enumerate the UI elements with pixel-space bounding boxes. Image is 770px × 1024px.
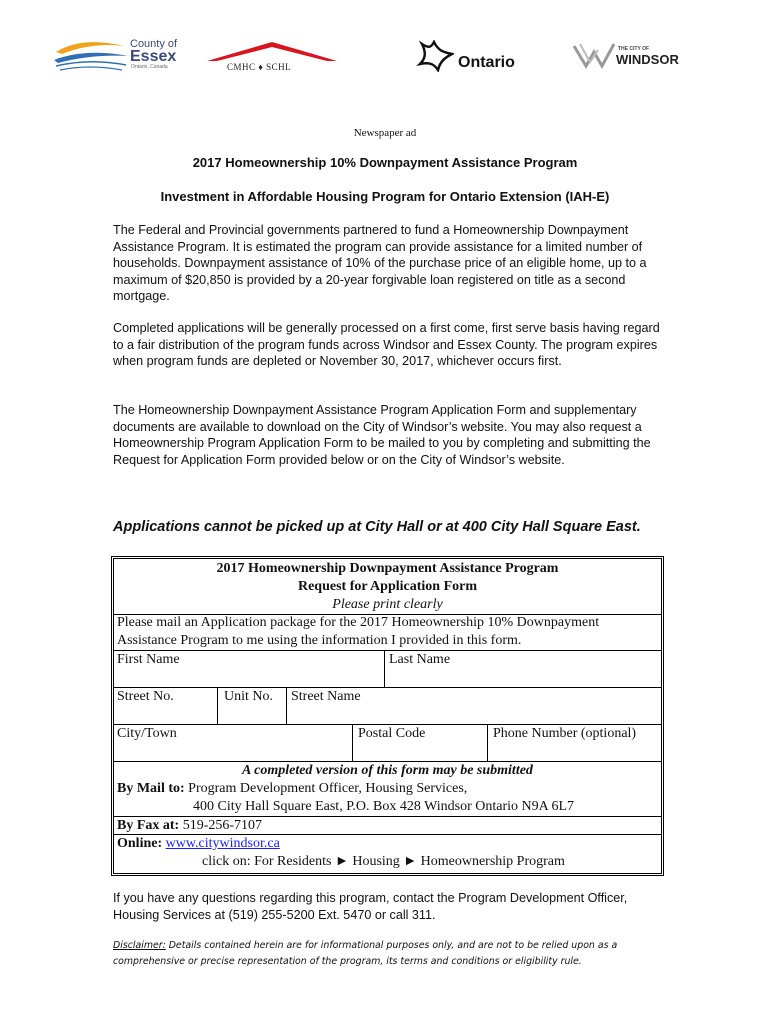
essex-line2: Essex (130, 48, 177, 65)
online-line (117, 835, 280, 852)
form-title-3: Please print clearly (332, 597, 443, 612)
divider (217, 687, 218, 724)
divider (286, 687, 287, 724)
last-name-label: Last Name (389, 652, 451, 667)
form-intro-2: Assistance Program to me using the information I provided in this form. (117, 633, 522, 648)
cmhc-roof-icon (205, 40, 339, 62)
cmhc-text: CMHC ♦ SCHL (227, 62, 292, 72)
essex-line1: County of (130, 38, 178, 50)
contact-paragraph: If you have any questions regarding this program, contact the Program Development Officer, Housing Services at (519) 255-5200 Ext. 5470 or call 311. (113, 891, 628, 922)
street-no-field[interactable] (116, 704, 214, 722)
phone-field[interactable] (491, 741, 658, 759)
street-name-field[interactable] (290, 704, 658, 722)
divider (114, 687, 661, 688)
mail-label: By Mail to: (117, 781, 185, 796)
windsor-small-text: THE CITY OF (618, 46, 650, 52)
ontario-logo (414, 40, 549, 74)
mail-line (117, 780, 467, 797)
form-title-1: 2017 Homeownership Downpayment Assistance Program (216, 561, 559, 576)
online-label: Online: (117, 836, 163, 851)
mail-address-2: 400 City Hall Square East, P.O. Box 428 Windsor Ontario N9A 6L7 (193, 799, 575, 814)
last-name-field[interactable] (388, 667, 658, 685)
form-title-2: Request for Application Form (297, 579, 477, 594)
street-name-label: Street Name (291, 689, 361, 704)
city-field[interactable] (116, 741, 349, 759)
first-name-field[interactable] (116, 667, 380, 685)
disclaimer-text: Details contained herein are for informational purposes only, and are not to be relied upon as a comprehensive or precise representation of the program, its terms and conditions or eligibility rule. (113, 940, 618, 967)
divider (352, 724, 353, 761)
essex-swoosh-icon (52, 38, 130, 74)
city-of-windsor-logo (572, 40, 712, 74)
navigation-path: click on: For Residents ► Housing ► Homeownership Program (202, 854, 565, 869)
county-of-essex-logo (52, 36, 192, 76)
newspaper-ad-label: Newspaper ad (353, 127, 417, 139)
divider (114, 650, 661, 651)
first-name-label: First Name (117, 652, 180, 667)
disclaimer-label: Disclaimer: (113, 940, 166, 951)
fax-line (117, 817, 262, 834)
unit-no-label: Unit No. (224, 689, 273, 704)
website-link[interactable]: www.citywindsor.ca (165, 836, 280, 851)
paragraph-intro: The Federal and Provincial governments partnered to fund a Homeownership Downpayment Assistance Program. It is estimated the program can provide assistance for a limited number of households. Downpayment assistance of 10% of the purchase price of an eligible home, up to a maximum of $20,850 is provided by a 20-year forgivable loan registered on title as a second mortgage. (113, 223, 647, 303)
trillium-icon (414, 40, 454, 72)
paragraph-processing: Completed applications will be generally processed on a first come, first serve basis having regard to a fair distribution of the program funds across Windsor and Essex County. The program expires when program funds are depleted or November 30, 2017, whichever occurs first. (113, 321, 660, 368)
ontario-text: Ontario (458, 54, 515, 71)
postal-code-field[interactable] (356, 741, 484, 759)
request-form (111, 556, 664, 876)
unit-no-field[interactable] (220, 704, 283, 722)
city-label: City/Town (117, 726, 177, 741)
fax-number: 519-256-7107 (182, 818, 263, 833)
submit-note: A completed version of this form may be submitted (242, 763, 533, 778)
fax-label: By Fax at: (117, 818, 180, 833)
page-subtitle: Investment in Affordable Housing Program for Ontario Extension (IAH-E) (160, 189, 610, 204)
form-intro-1: Please mail an Application package for the 2017 Homeownership 10% Downpayment (117, 615, 600, 630)
divider (487, 724, 488, 761)
page-title: 2017 Homeownership 10% Downpayment Assistance Program (192, 155, 578, 170)
street-no-label: Street No. (117, 689, 174, 704)
cmhc-schl-logo (205, 40, 345, 74)
divider (384, 650, 385, 687)
phone-label: Phone Number (optional) (493, 726, 637, 741)
disclaimer (113, 938, 665, 970)
pickup-notice: Applications cannot be picked up at City Hall or at 400 City Hall Square East. (113, 519, 641, 535)
essex-line3: Ontario, Canada (131, 64, 168, 70)
windsor-text: WINDSOR (616, 52, 679, 67)
paragraph-application: The Homeownership Downpayment Assistance Program Application Form and supplementary documents are available to download on the City of Windsor’s website. You may also request a Homeownership Program Application Form to be mailed to you by completing and submitting the Request for Application Form provided below or on the City of Windsor’s website. (113, 403, 651, 467)
postal-code-label: Postal Code (358, 726, 426, 741)
mail-address-1: Program Development Officer, Housing Services, (188, 781, 468, 796)
